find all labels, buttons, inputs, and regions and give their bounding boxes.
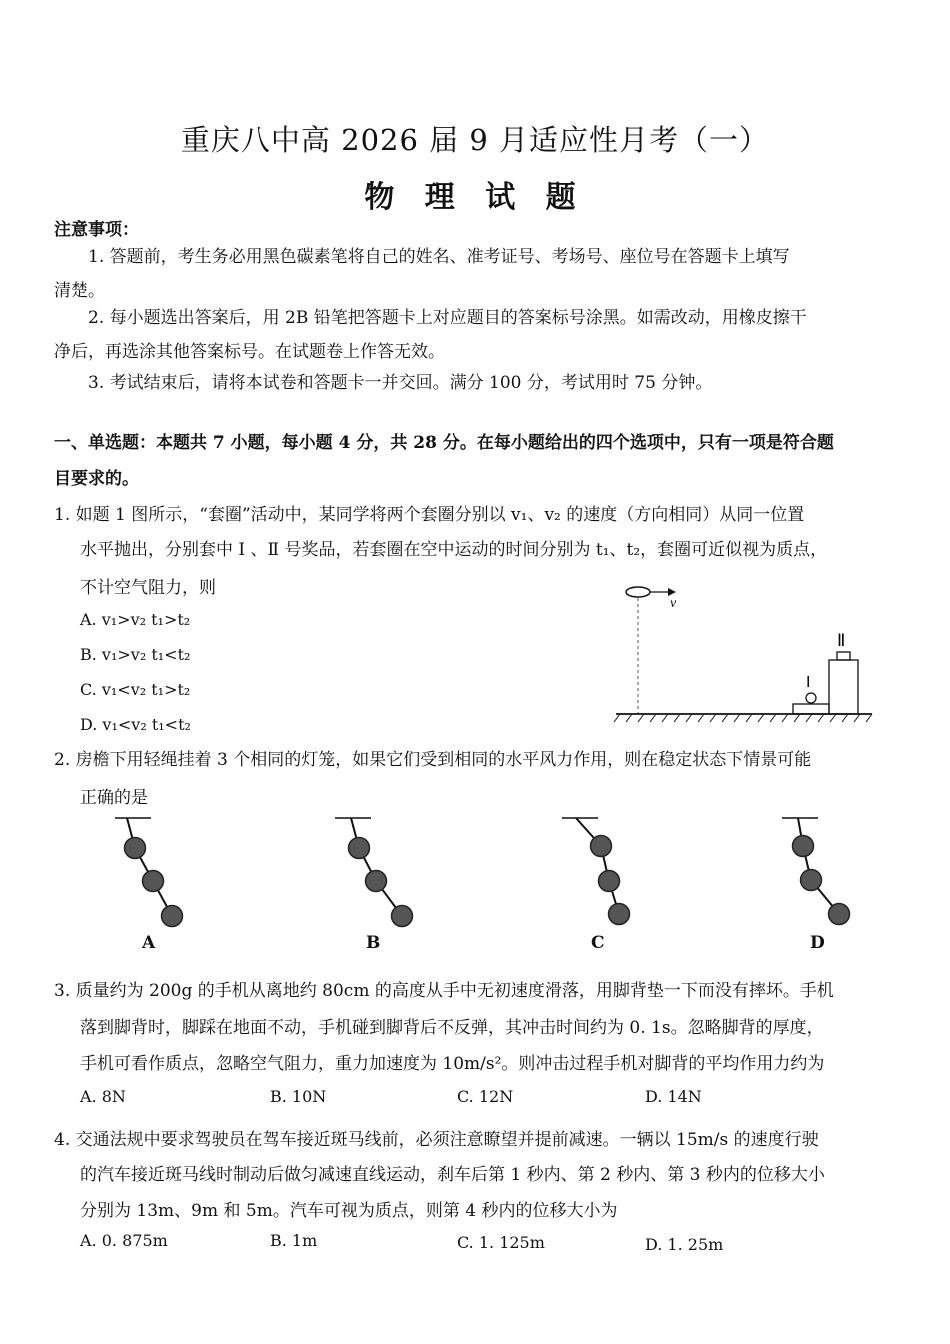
notice-line: 净后，再选涂其他答案标号。在试题卷上作答无效。 xyxy=(54,342,445,362)
question-4-text: 4. 交通法规中要求驾驶员在驾车接近斑马线前，必须注意瞭望并提前减速。一辆以 15m/s 的速度行驶 xyxy=(54,1130,819,1150)
question-2-text: 正确的是 xyxy=(80,788,148,808)
question-4-option-c: C. 1. 125m xyxy=(457,1233,545,1252)
tall-block xyxy=(829,660,858,714)
question-1-text: 1. 如题 1 图所示，“套圈”活动中，某同学将两个套圈分别以 v₁、v₂ 的速度（方向相同）从同一位置 xyxy=(54,505,805,525)
prize-2-label: Ⅱ xyxy=(837,631,846,650)
question-4-option-b: B. 1m xyxy=(270,1231,318,1250)
question-2-text: 2. 房檐下用轻绳挂着 3 个相同的灯笼，如果它们受到相同的水平风力作用，则在稳定状态下情景可能 xyxy=(54,750,812,770)
low-step xyxy=(793,704,829,714)
question-4-text: 的汽车接近斑马线时制动后做匀减速直线运动，刹车后第 1 秒内、第 2 秒内、第 3 秒内的位移大小 xyxy=(80,1165,825,1185)
question-1-figure xyxy=(600,580,890,730)
question-4-option-a: A. 0. 875m xyxy=(80,1231,168,1250)
hoop-icon xyxy=(626,587,650,597)
lantern-figure-a xyxy=(110,812,200,932)
lantern-figure-d xyxy=(780,812,870,932)
question-1-option-c: C. v₁<v₂ t₁>t₂ xyxy=(80,680,191,699)
notice-line: 3. 考试结束后，请将本试卷和答题卡一并交回。满分 100 分，考试用时 75 分钟。 xyxy=(88,373,713,393)
notice-line: 1. 答题前，考生务必用黑色碳素笔将自己的姓名、准考证号、考场号、座位号在答题卡上填写 xyxy=(88,247,790,267)
prize-1-icon xyxy=(806,693,816,703)
lantern-label-c: C xyxy=(591,933,605,953)
lantern-label-a: A xyxy=(142,933,156,953)
prize-1-label: Ⅰ xyxy=(806,675,811,691)
lantern-figure-b xyxy=(330,812,420,932)
question-1-option-d: D. v₁<v₂ t₁<t₂ xyxy=(80,715,191,734)
question-1-text: 水平抛出，分别套中 Ⅰ 、Ⅱ 号奖品，若套圈在空中运动的时间分别为 t₁、t₂，套圈可近似视为质点， xyxy=(80,540,828,560)
question-3-text: 落到脚背时，脚踩在地面不动，手机碰到脚背后不反弹，其冲击时间约为 0. 1s。忽略脚背的厚度， xyxy=(80,1018,824,1038)
velocity-arrowhead xyxy=(668,588,676,596)
lantern-label-d: D xyxy=(810,933,825,953)
question-3-text: 3. 质量约为 200g 的手机从离地约 80cm 的高度从手中无初速度滑落，用脚背垫一下而没有摔坏。手机 xyxy=(54,981,834,1001)
question-1-option-b: B. v₁>v₂ t₁<t₂ xyxy=(80,645,191,664)
exam-title: 重庆八中高 2026 届 9 月适应性月考（一） xyxy=(180,123,770,157)
prize-2-icon xyxy=(837,652,850,660)
question-4-text: 分别为 13m、9m 和 5m。汽车可视为质点，则第 4 秒内的位移大小为 xyxy=(80,1201,618,1221)
velocity-label: v xyxy=(670,596,677,611)
notice-heading: 注意事项： xyxy=(54,220,139,240)
lantern-figure-c xyxy=(560,812,650,932)
notice-line: 2. 每小题选出答案后，用 2B 铅笔把答题卡上对应题目的答案标号涂黑。如需改动，用橡皮擦干 xyxy=(88,308,807,328)
question-4-option-d: D. 1. 25m xyxy=(645,1235,724,1254)
question-3-option-c: C. 12N xyxy=(457,1087,514,1106)
exam-subtitle: 物 理 试 题 xyxy=(364,180,586,215)
lantern-label-b: B xyxy=(366,933,381,953)
question-1-option-a: A. v₁>v₂ t₁>t₂ xyxy=(80,610,191,629)
ground-hatch xyxy=(614,714,872,722)
question-3-text: 手机可看作质点，忽略空气阻力，重力加速度为 10m/s²。则冲击过程手机对脚背的平均作用力约为 xyxy=(80,1054,825,1074)
question-3-option-b: B. 10N xyxy=(270,1087,327,1106)
section-heading: 一、单选题：本题共 7 小题，每小题 4 分，共 28 分。在每小题给出的四个选项中，只有一项是符合题 xyxy=(54,433,834,453)
notice-line: 清楚。 xyxy=(54,281,105,301)
section-heading: 目要求的。 xyxy=(54,469,139,489)
question-1-text: 不计空气阻力，则 xyxy=(80,578,216,598)
question-3-option-a: A. 8N xyxy=(80,1087,126,1106)
question-3-option-d: D. 14N xyxy=(645,1087,702,1106)
